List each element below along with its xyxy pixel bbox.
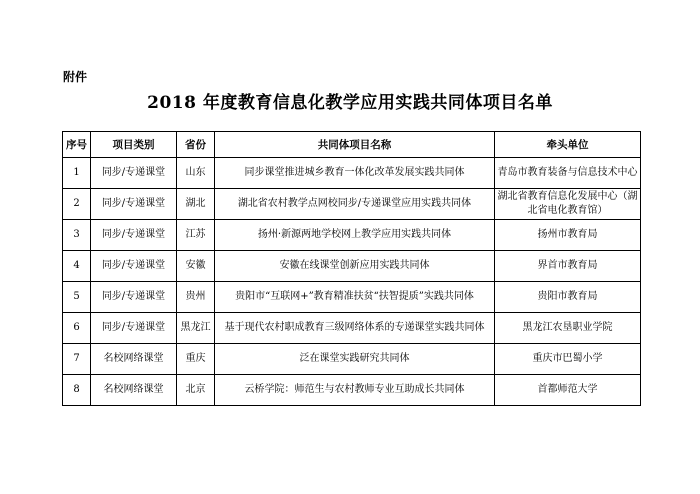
cell-category: 名校网络课堂	[91, 344, 177, 375]
cell-lead: 黑龙江农垦职业学院	[495, 313, 641, 344]
table-row	[63, 375, 641, 406]
cell-category: 同步/专递课堂	[91, 220, 177, 251]
cell-category: 同步/专递课堂	[91, 158, 177, 189]
header-no: 序号	[63, 132, 91, 158]
cell-province: 重庆	[177, 344, 215, 375]
cell-project: 云桥学院：师范生与农村教师专业互助成长共同体	[215, 375, 495, 406]
table-row	[63, 189, 641, 220]
cell-lead: 界首市教育局	[495, 251, 641, 282]
cell-lead: 首都师范大学	[495, 375, 641, 406]
cell-province: 山东	[177, 158, 215, 189]
cell-project: 湖北省农村教学点网校同步/专递课堂应用实践共同体	[215, 189, 495, 220]
cell-lead: 重庆市巴蜀小学	[495, 344, 641, 375]
cell-lead: 湖北省教育信息化发展中心（湖北省电化教育馆）	[495, 189, 641, 220]
cell-project: 安徽在线课堂创新应用实践共同体	[215, 251, 495, 282]
header-province: 省份	[177, 132, 215, 158]
header-project: 共同体项目名称	[215, 132, 495, 158]
table-row	[63, 282, 641, 313]
cell-project: 扬州·新源两地学校网上教学应用实践共同体	[215, 220, 495, 251]
cell-no: 4	[63, 251, 91, 282]
cell-project: 同步课堂推进城乡教育一体化改革发展实践共同体	[215, 158, 495, 189]
cell-no: 6	[63, 313, 91, 344]
document-title: 2018 年度教育信息化教学应用实践共同体项目名单	[147, 93, 553, 113]
table-header-row	[63, 132, 641, 158]
cell-no: 2	[63, 189, 91, 220]
cell-no: 3	[63, 220, 91, 251]
attachment-label: 附件	[63, 70, 88, 84]
cell-province: 北京	[177, 375, 215, 406]
cell-lead: 贵阳市教育局	[495, 282, 641, 313]
cell-category: 同步/专递课堂	[91, 189, 177, 220]
cell-no: 5	[63, 282, 91, 313]
cell-province: 江苏	[177, 220, 215, 251]
cell-category: 同步/专递课堂	[91, 251, 177, 282]
header-category: 项目类别	[91, 132, 177, 158]
cell-province: 贵州	[177, 282, 215, 313]
project-table	[62, 131, 641, 406]
cell-project: 贵阳市“互联网+”教育精准扶贫“扶智提质”实践共同体	[215, 282, 495, 313]
cell-category: 名校网络课堂	[91, 375, 177, 406]
cell-province: 黑龙江	[177, 313, 215, 344]
cell-no: 7	[63, 344, 91, 375]
cell-province: 安徽	[177, 251, 215, 282]
table-row	[63, 344, 641, 375]
table-row	[63, 313, 641, 344]
cell-category: 同步/专递课堂	[91, 313, 177, 344]
cell-project: 基于现代农村职成教育三级网络体系的专递课堂实践共同体	[215, 313, 495, 344]
table-row	[63, 251, 641, 282]
cell-project: 泛在课堂实践研究共同体	[215, 344, 495, 375]
cell-lead: 青岛市教育装备与信息技术中心	[495, 158, 641, 189]
table-row	[63, 220, 641, 251]
header-lead: 牵头单位	[495, 132, 641, 158]
cell-province: 湖北	[177, 189, 215, 220]
cell-category: 同步/专递课堂	[91, 282, 177, 313]
table-row	[63, 158, 641, 189]
cell-no: 8	[63, 375, 91, 406]
cell-lead: 扬州市教育局	[495, 220, 641, 251]
cell-no: 1	[63, 158, 91, 189]
